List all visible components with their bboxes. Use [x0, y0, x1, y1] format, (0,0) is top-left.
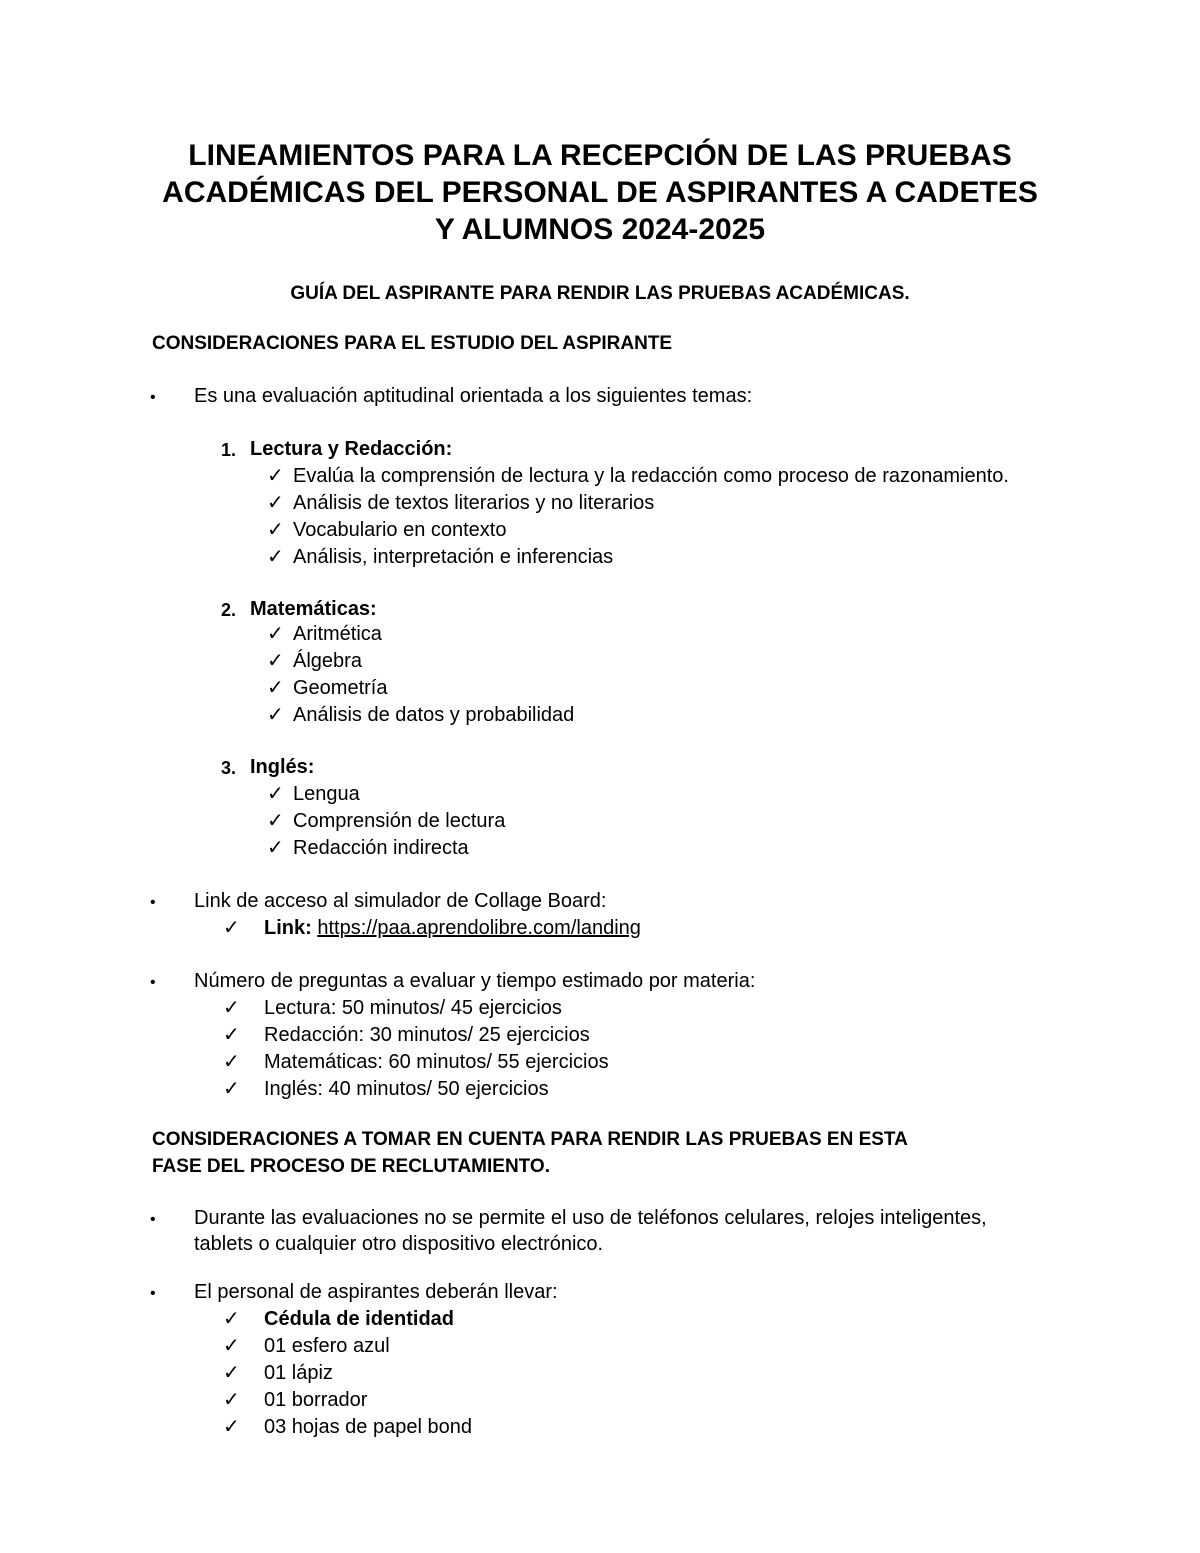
topic-number: 3. [221, 758, 237, 778]
section-heading-rules-line-2: FASE DEL PROCESO DE RECLUTAMIENTO. [152, 1156, 550, 1177]
check-icon: ✓ [223, 1362, 240, 1384]
check-icon: ✓ [223, 1416, 240, 1438]
check-icon: ✓ [223, 1078, 240, 1100]
document-title-line-2: ACADÉMICAS DEL PERSONAL DE ASPIRANTES A CADETES [162, 176, 1038, 209]
topic-title-ingles: Inglés: [250, 756, 315, 778]
section-heading-study: CONSIDERACIONES PARA EL ESTUDIO DEL ASPIRANTE [152, 333, 673, 354]
check-icon: ✓ [267, 810, 284, 832]
bullet-evaluation-text: Es una evaluación aptitudinal orientada a los siguientes temas: [194, 385, 753, 407]
check-icon: ✓ [267, 492, 284, 514]
bullet-link-text: Link de acceso al simulador de Collage Board: [194, 890, 607, 912]
check-icon: ✓ [223, 1308, 240, 1330]
topic-item: Análisis de textos literarios y no literarios [293, 492, 655, 514]
check-icon: ✓ [267, 465, 284, 487]
topic-item: Comprensión de lectura [293, 810, 506, 832]
check-icon: ✓ [267, 704, 284, 726]
bullet-devices-line-2: tablets o cualquier otro dispositivo electrónico. [194, 1233, 604, 1255]
check-icon: ✓ [223, 1335, 240, 1357]
bring-item: 01 lápiz [264, 1362, 333, 1384]
bullet-glyph: • [150, 389, 156, 406]
bring-item: 03 hojas de papel bond [264, 1416, 472, 1438]
check-icon: ✓ [267, 650, 284, 672]
check-icon: ✓ [267, 546, 284, 568]
check-icon: ✓ [223, 1389, 240, 1411]
link-line [264, 915, 641, 942]
topic-item: Análisis de datos y probabilidad [293, 704, 575, 726]
check-icon: ✓ [267, 783, 284, 805]
time-item: Lectura: 50 minutos/ 45 ejercicios [264, 997, 562, 1019]
check-icon: ✓ [223, 997, 240, 1019]
topic-item: Evalúa la comprensión de lectura y la redacción como proceso de razonamiento. [293, 465, 1009, 487]
topic-item: Análisis, interpretación e inferencias [293, 546, 614, 568]
bring-item-cedula: Cédula de identidad [264, 1308, 455, 1330]
section-heading-rules-line-1: CONSIDERACIONES A TOMAR EN CUENTA PARA RENDIR LAS PRUEBAS EN ESTA [152, 1129, 908, 1150]
bullet-glyph: • [150, 974, 156, 991]
check-icon: ✓ [267, 519, 284, 541]
bullet-glyph: • [150, 1285, 156, 1302]
topic-number: 1. [221, 440, 237, 460]
check-icon: ✓ [267, 837, 284, 859]
document-subtitle: GUÍA DEL ASPIRANTE PARA RENDIR LAS PRUEBAS ACADÉMICAS. [290, 283, 910, 304]
topic-item: Vocabulario en contexto [293, 519, 507, 541]
check-icon: ✓ [223, 917, 240, 939]
bullet-times-text: Número de preguntas a evaluar y tiempo estimado por materia: [194, 970, 756, 992]
bullet-bring-text: El personal de aspirantes deberán llevar: [194, 1281, 558, 1303]
topic-title-matematicas: Matemáticas: [250, 598, 377, 620]
link-label: Link: [264, 917, 312, 939]
check-icon: ✓ [223, 1051, 240, 1073]
topic-item: Aritmética [293, 623, 382, 645]
check-icon: ✓ [223, 1024, 240, 1046]
topic-item: Geometría [293, 677, 388, 699]
bring-item: 01 borrador [264, 1389, 368, 1411]
bullet-glyph: • [150, 894, 156, 911]
time-item: Redacción: 30 minutos/ 25 ejercicios [264, 1024, 590, 1046]
check-icon: ✓ [267, 677, 284, 699]
document-title-line-3: Y ALUMNOS 2024-2025 [434, 213, 766, 246]
bring-item: 01 esfero azul [264, 1335, 390, 1357]
document-title-line-1: LINEAMIENTOS PARA LA RECEPCIÓN DE LAS PRUEBAS [188, 139, 1012, 172]
time-item: Inglés: 40 minutos/ 50 ejercicios [264, 1078, 549, 1100]
topic-title-lectura: Lectura y Redacción: [250, 438, 453, 460]
time-item: Matemáticas: 60 minutos/ 55 ejercicios [264, 1051, 609, 1073]
check-icon: ✓ [267, 623, 284, 645]
topic-item: Álgebra [293, 650, 362, 672]
simulator-link[interactable]: https://paa.aprendolibre.com/landing [317, 917, 641, 939]
topic-item: Redacción indirecta [293, 837, 469, 859]
topic-number: 2. [221, 600, 237, 620]
topic-item: Lengua [293, 783, 360, 805]
bullet-glyph: • [150, 1211, 156, 1228]
bullet-devices-line-1: Durante las evaluaciones no se permite el uso de teléfonos celulares, relojes inteligentes, [194, 1207, 987, 1229]
